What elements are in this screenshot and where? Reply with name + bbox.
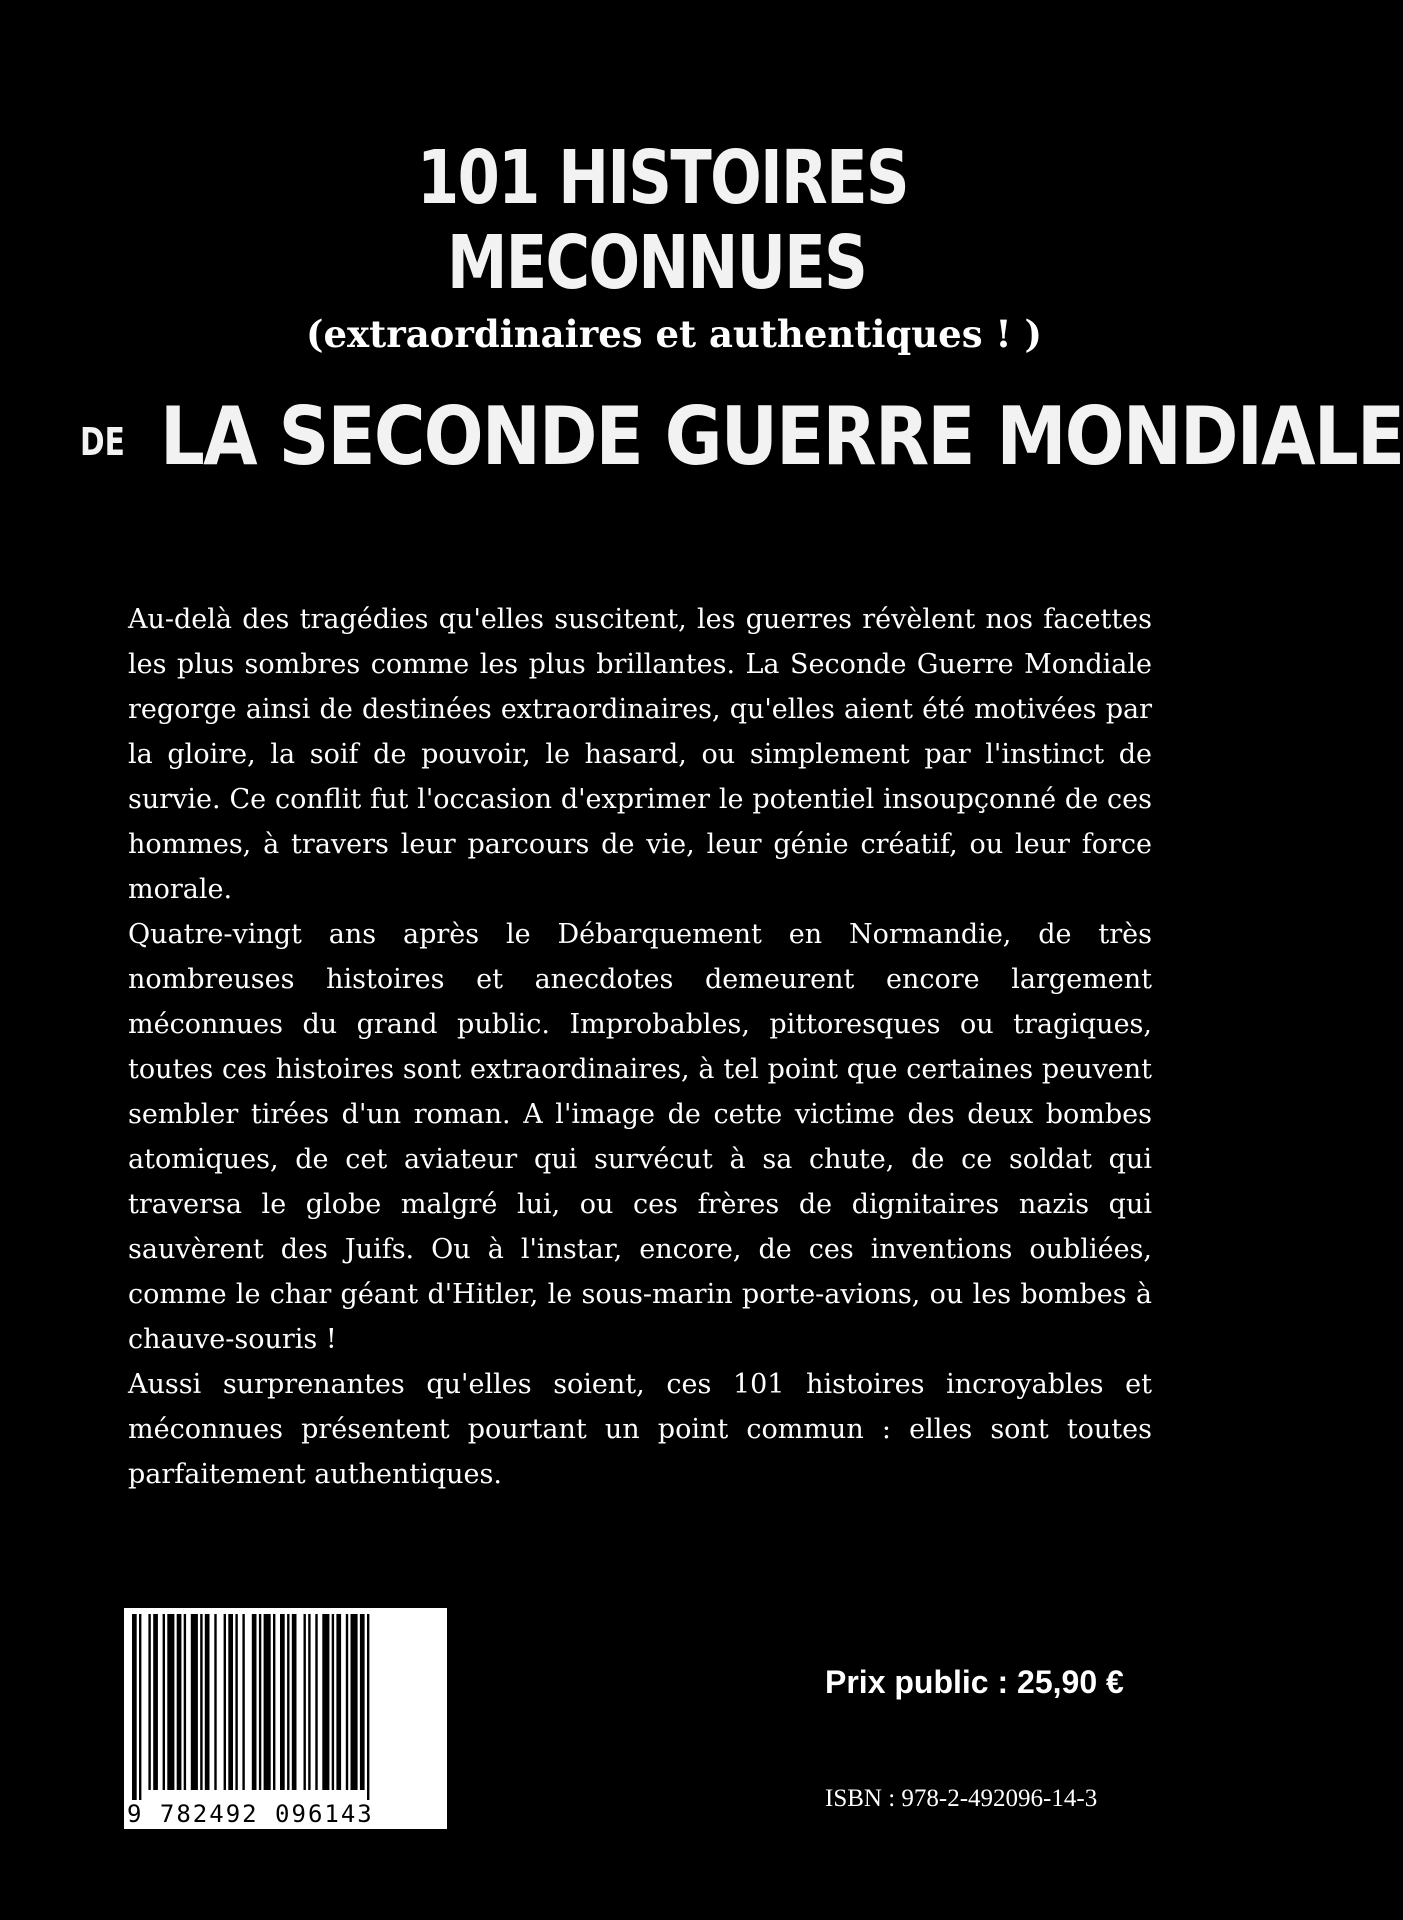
blurb-paragraph: Quatre-vingt ans après le Débarquement en Normandie, de très nombreuses histoires et anecdotes demeurent encore largement méconnues du grand public. Improbables, pittoresques ou tragiques, toutes ces histoires sont extraordinaires, à tel point que certaines peuvent sembler tirées d'un roman. A l'image de cette victime des deux bombes atomiques, de cet aviateur qui survécut à sa chute, de ce soldat qui traversa le globe malgré lui, ou ces frères de dignitaires nazis qui sauvèrent des Juifs. Ou à l'instar, encore, de ces inventions oubliées, comme le char géant d'Hitler, le sous-marin porte-avions, ou les bombes à chauve-souris ! [128,919,1152,1355]
title-line-3: LA SECONDE GUERRE MONDIALE [160,390,1403,483]
title-line-1: 101 HISTOIRES [417,135,908,221]
title-line-2: MECONNUES [447,220,867,306]
isbn-label: ISBN : 978-2-492096-14-3 [825,1785,1098,1812]
barcode-bars-icon [124,1608,447,1829]
barcode-digits: 9 782492 096143 [127,1800,374,1828]
blurb-paragraph: Aussi surprenantes qu'elles soient, ces 101 histoires incroyables et méconnues présentent pourtant un point commun : elles sont toutes parfaitement authentiques. [128,1369,1152,1490]
barcode [124,1608,447,1829]
subtitle: (extraordinaires et authentiques ! ) [306,312,1043,356]
blurb-paragraph: Au-delà des tragédies qu'elles suscitent, les guerres révèlent nos facettes les plus sombres comme les plus brillantes. La Seconde Guerre Mondiale regorge ainsi de destinées extraordinaires, qu'elles aient été motivées par la gloire, la soif de pouvoir, le hasard, ou simplement par l'instinct de survie. Ce conflit fut l'occasion d'exprimer le potentiel insoupçonné de ces hommes, à travers leur parcours de vie, leur génie créatif, ou leur force morale. [128,604,1152,905]
title-de: DE [80,420,125,464]
back-cover-blurb [128,597,1152,1497]
price-label: Prix public : 25,90 € [825,1664,1124,1700]
